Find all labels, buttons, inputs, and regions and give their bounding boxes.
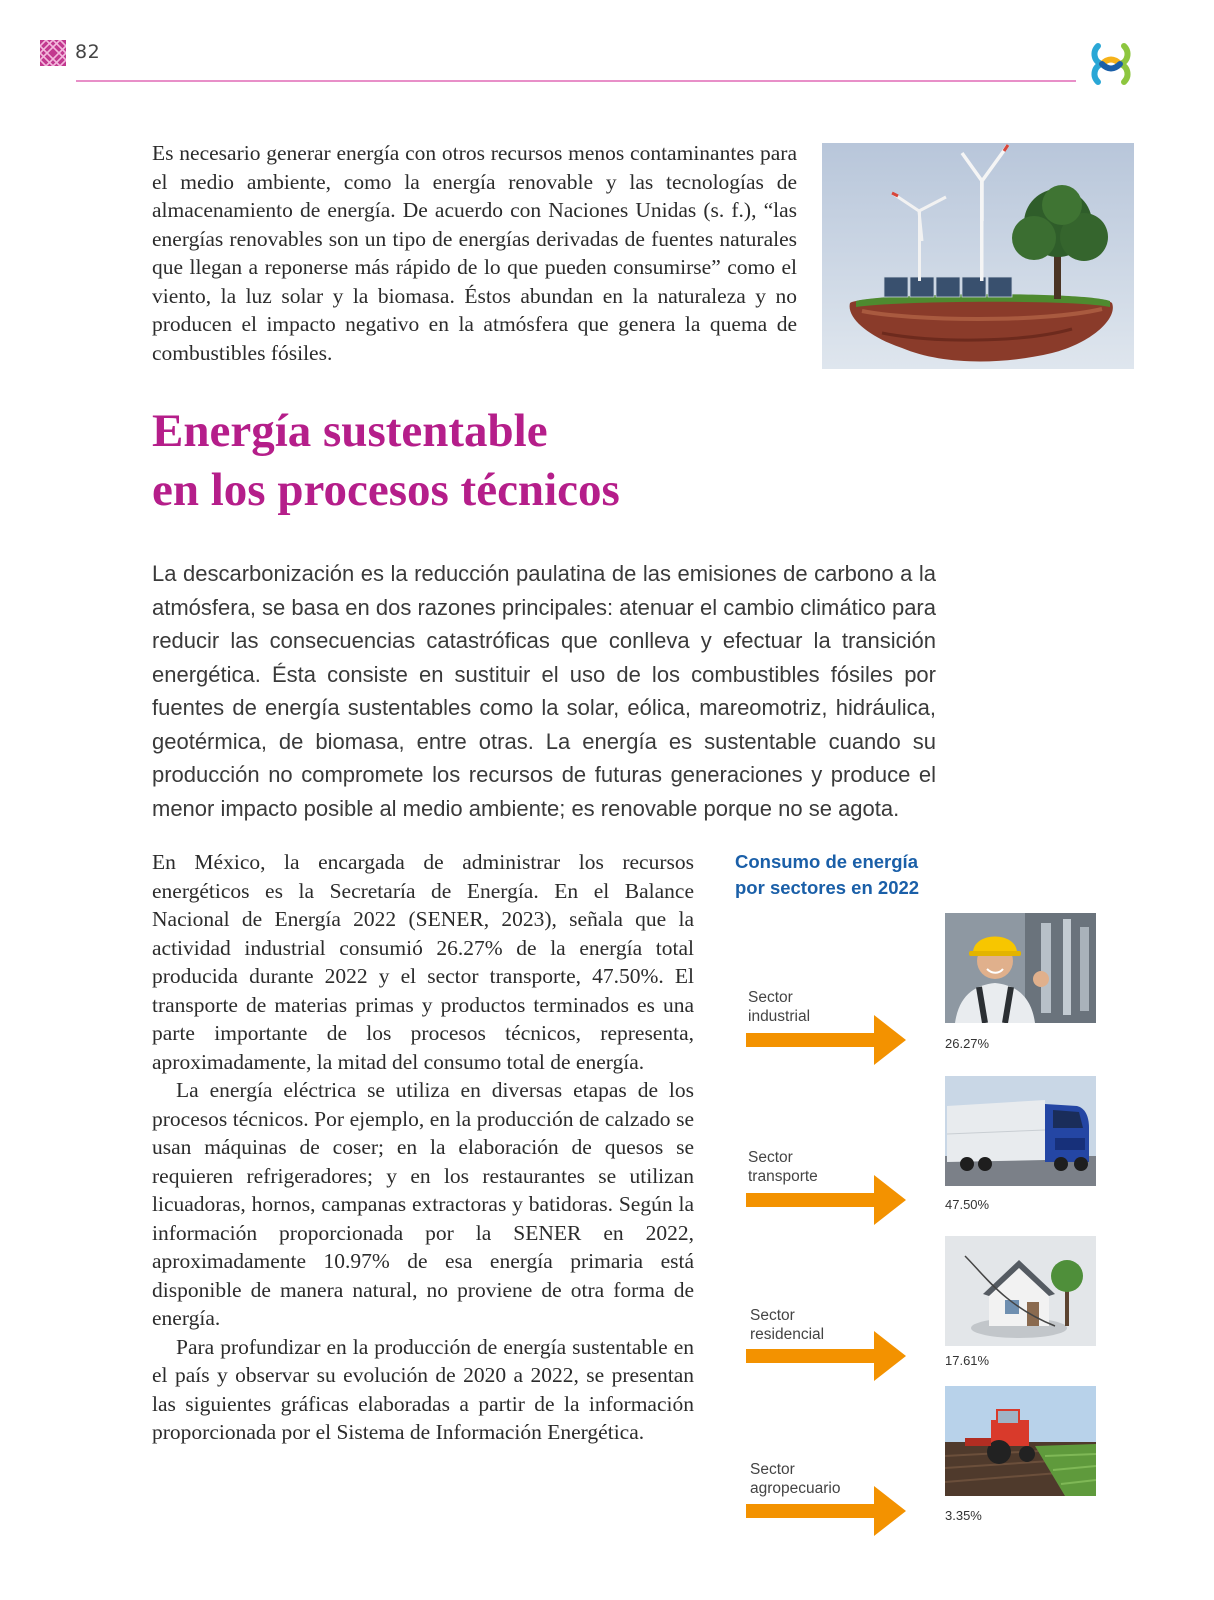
body-column (152, 848, 694, 1447)
section-title-line-1: Energía sustentable (152, 405, 548, 457)
arrow-agropecuario-icon (746, 1486, 906, 1536)
arrow-industrial-icon (746, 1015, 906, 1065)
percent-residencial: 17.61% (945, 1353, 990, 1368)
intro-paragraph: Es necesario generar energía con otros recursos menos contaminantes para el medio ambiente, como la energía renovable y las tecnologías de almacenamiento de energía. De acuerdo con Naciones Unidas (s. f.), “las energías renovables son un tipo de energías derivadas de fuentes naturales que llegan a reponerse más rápido de lo que pueden consumirse” como el viento, la luz solar y la biomasa. Éstos abundan en la naturaleza y no producen el impacto negativo en la atmósfera que genera la quema de combustibles fósiles. (152, 141, 797, 365)
body-paragraph-2: La energía eléctrica se utiliza en diversas etapas de los procesos técnicos. Por ejemplo, en la producción de calzado se usan máquinas de coser; en la elaboración de quesos se requieren refrigeradores; y en los restaurantes se utilizan licuadoras, hornos, campanas extractoras y batidoras. Según la información proporcionada por la SENER en 2022, aproximadamente 10.97% de esa energía primaria está disponible de manera natural, no proviene de otra forma de energía. (152, 1078, 694, 1330)
arrow-residencial-icon (746, 1331, 906, 1381)
sector-label-line: industrial (748, 1008, 811, 1025)
infographic-title (735, 849, 975, 901)
percent-industrial: 26.27% (945, 1036, 990, 1051)
sector-label-line: Sector (750, 1307, 795, 1324)
body-paragraph-1: En México, la encargada de administrar los recursos energéticos es la Secretaría de Energía. En el Balance Nacional de Energía 2022 (SENER, 2023), señala que la actividad industrial consumió 26.27% de la energía total producida durante 2022 y el sector transporte, 47.50%. El transporte de materias primas y productos terminados es una parte importante de los procesos técnicos, representa, aproximadamente, la mitad del consumo total de energía. (152, 850, 694, 1074)
sector-label-line: Sector (748, 1149, 793, 1166)
section-title-line-2: en los procesos técnicos (152, 464, 620, 516)
sector-label-line: Sector (748, 989, 793, 1006)
arrow-transporte-icon (746, 1175, 906, 1225)
header-rule (76, 80, 1076, 82)
section-title (152, 402, 852, 520)
renewable-energy-island-photo (822, 143, 1134, 369)
percent-transporte: 47.50% (945, 1197, 990, 1212)
industrial-worker-photo (945, 913, 1096, 1023)
percent-agropecuario: 3.35% (945, 1508, 982, 1523)
sector-label-line: agropecuario (750, 1480, 841, 1497)
tractor-field-photo (945, 1386, 1096, 1496)
sector-label-line: transporte (748, 1168, 818, 1185)
page-number: 82 (75, 41, 101, 63)
sector-label-line: residencial (750, 1326, 825, 1343)
header-pattern-icon (40, 40, 66, 66)
body-paragraph-3: Para profundizar en la producción de energía sustentable en el país y observar su evolución de 2020 a 2022, se presentan las siguientes gráficas elaboradas a partir de la información proporcionada por el Sistema de Información Energética. (152, 1334, 694, 1444)
infographic-title-line-1: Consumo de energía (735, 851, 918, 872)
program-logo-icon (1086, 38, 1136, 88)
infographic-title-line-2: por sectores en 2022 (735, 877, 920, 898)
decarbonization-paragraph: La descarbonización es la reducción paulatina de las emisiones de carbono a la atmósfera, se basa en dos razones principales: atenuar el cambio climático para reducir las consecuencias catastróficas que conlleva y efectuar la transición energética. Ésta consiste en sustituir el uso de los combustibles fósiles por fuentes de energía sustentables como la solar, eólica, mareomotriz, hidráulica, geotérmica, de biomasa, entre otras. La energía es sustentable cuando su producción no compromete los recursos de futuras generaciones y produce el menor impacto posible al medio ambiente; es renovable porque no se agota. (152, 561, 936, 821)
house-photo (945, 1236, 1096, 1346)
truck-photo (945, 1076, 1096, 1186)
sector-label-line: Sector (750, 1461, 795, 1478)
